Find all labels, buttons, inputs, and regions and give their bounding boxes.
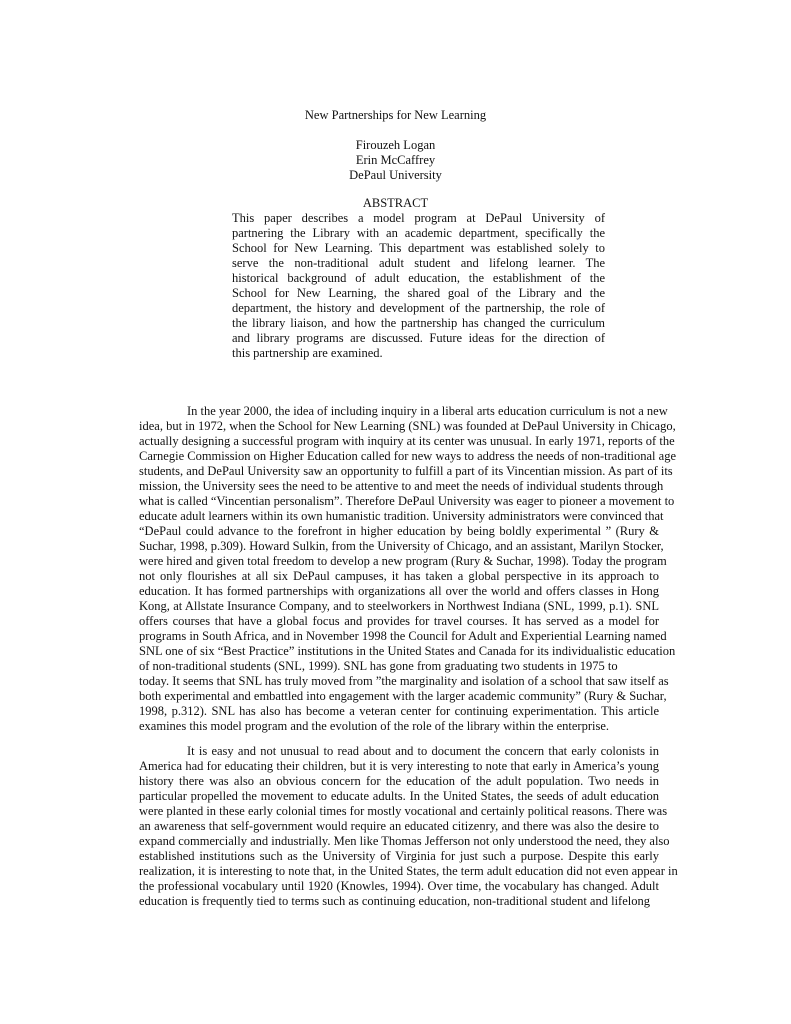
paragraph-line: established institutions such as the University of Virginia for just such a purpose. Despite this early: [139, 849, 659, 863]
paragraph-line: education. It has formed partnerships with organizations all over the world and offers classes in Hong: [139, 584, 659, 598]
paragraph-line: America had for educating their children, but it is very interesting to note that early in America’s young: [139, 759, 659, 773]
abstract-line: partnering the Library with an academic department, specifically the: [232, 226, 605, 240]
paragraph-line: It is easy and not unusual to read about and to document the concern that early colonists in: [187, 744, 659, 758]
paragraph-line: the professional vocabulary until 1920 (Knowles, 1994). Over time, the vocabulary has changed. Adult: [139, 879, 659, 893]
paragraph-line: realization, it is interesting to note that, in the United States, the term adult education did not even appear in: [139, 864, 678, 878]
paragraph-line: not only flourishes at all six DePaul campuses, it has taken a global perspective in its approach to: [139, 569, 659, 583]
abstract-text: [232, 211, 605, 361]
paragraph-line: an awareness that self-government would require an educated citizenry, and there was also the desire to: [139, 819, 659, 833]
paragraph-line: were hired and given total freedom to develop a new program (Rury & Suchar, 1998). Today the program: [139, 554, 667, 568]
paragraph-line: offers courses that have a global focus and provides for travel courses. It has served as a model for: [139, 614, 659, 628]
abstract-line: the library liaison, and how the partnership has changed the curriculum: [232, 316, 605, 330]
abstract-line: serve the non-traditional adult student and lifelong learner. The: [232, 256, 605, 270]
paper-title: New Partnerships for New Learning: [304, 108, 487, 122]
body-paragraph: [139, 404, 677, 734]
paragraph-line: history there was also an obvious concern for the education of the adult population. Two needs in: [139, 774, 659, 788]
abstract-line: This paper describes a model program at DePaul University of: [232, 211, 605, 225]
abstract-heading: ABSTRACT: [362, 196, 429, 210]
paragraph-line: expand commercially and industrially. Men like Thomas Jefferson not only understood the need, they also: [139, 834, 670, 848]
paragraph-line: educate adult learners within its own humanistic tradition. University administrators were convinced that: [139, 509, 664, 523]
abstract-line: School for New Learning. This department was established solely to: [232, 241, 605, 255]
paragraph-line: students, and DePaul University saw an opportunity to fulfill a part of its Vincentian mission. As part of its: [139, 464, 673, 478]
paragraph-line: today. It seems that SNL has truly moved from ”the marginality and isolation of a school that saw itself as: [139, 674, 669, 688]
abstract-line: School for New Learning, the shared goal of the Library and the: [232, 286, 605, 300]
paragraph-line: In the year 2000, the idea of including inquiry in a liberal arts education curriculum is not a new: [187, 404, 668, 418]
paragraph-line: Kong, at Allstate Insurance Company, and to steelworkers in Northwest Indiana (SNL, 1999, p.1). SNL: [139, 599, 659, 613]
paragraph-line: idea, but in 1972, when the School for New Learning (SNL) was founded at DePaul University in Chicago,: [139, 419, 676, 433]
abstract-line: this partnership are examined.: [232, 346, 383, 360]
author-name: Firouzeh Logan: [355, 138, 436, 152]
paragraph-line: of non-traditional students (SNL, 1999). SNL has gone from graduating two students in 1975 to: [139, 659, 618, 673]
abstract-line: historical background of adult education, the establishment of the: [232, 271, 605, 285]
paragraph-line: were planted in these early colonial times for mostly vocational and certainly political reasons. There was: [139, 804, 668, 818]
paragraph-line: particular propelled the movement to educate adults. In the United States, the seeds of adult education: [139, 789, 659, 803]
paragraph-line: mission, the University sees the need to be attentive to and meet the needs of individual students through: [139, 479, 664, 493]
paragraph-line: 1998, p.312). SNL has also has become a veteran center for continuing experimentation. This article: [139, 704, 659, 718]
paragraph-line: education is frequently tied to terms such as continuing education, non-traditional student and lifelong: [139, 894, 650, 908]
paragraph-line: examines this model program and the evolution of the role of the library within the enterprise.: [139, 719, 610, 733]
paragraph-line: actually designing a successful program with inquiry at its center was unusual. In early 1971, reports of the: [139, 434, 675, 448]
paragraph-line: both experimental and embattled into engagement with the larger academic community” (Rury & Suchar,: [139, 689, 667, 703]
paragraph-line: Carnegie Commission on Higher Education called for new ways to address the needs of non-traditional age: [139, 449, 677, 463]
abstract-line: and library programs are discussed. Future ideas for the direction of: [232, 331, 605, 345]
paragraph-line: programs in South Africa, and in November 1998 the Council for Adult and Experiential Learning named: [139, 629, 667, 643]
paragraph-line: Suchar, 1998, p.309). Howard Sulkin, from the University of Chicago, and an assistant, Marilyn Stocker,: [139, 539, 664, 553]
author-name: Erin McCaffrey: [355, 153, 436, 167]
paragraph-line: “DePaul could advance to the forefront in higher education by being boldly experimental ” (Rury &: [139, 524, 659, 538]
paragraph-line: SNL one of six “Best Practice” institutions in the United States and Canada for its individualistic education: [139, 644, 676, 658]
body-paragraph: [139, 744, 678, 909]
paragraph-line: what is called “Vincentian personalism”. Therefore DePaul University was eager to pioneer a movement to: [139, 494, 675, 508]
abstract-line: department, the history and development of the partnership, the role of: [232, 301, 605, 315]
author-affiliation: DePaul University: [349, 168, 442, 182]
